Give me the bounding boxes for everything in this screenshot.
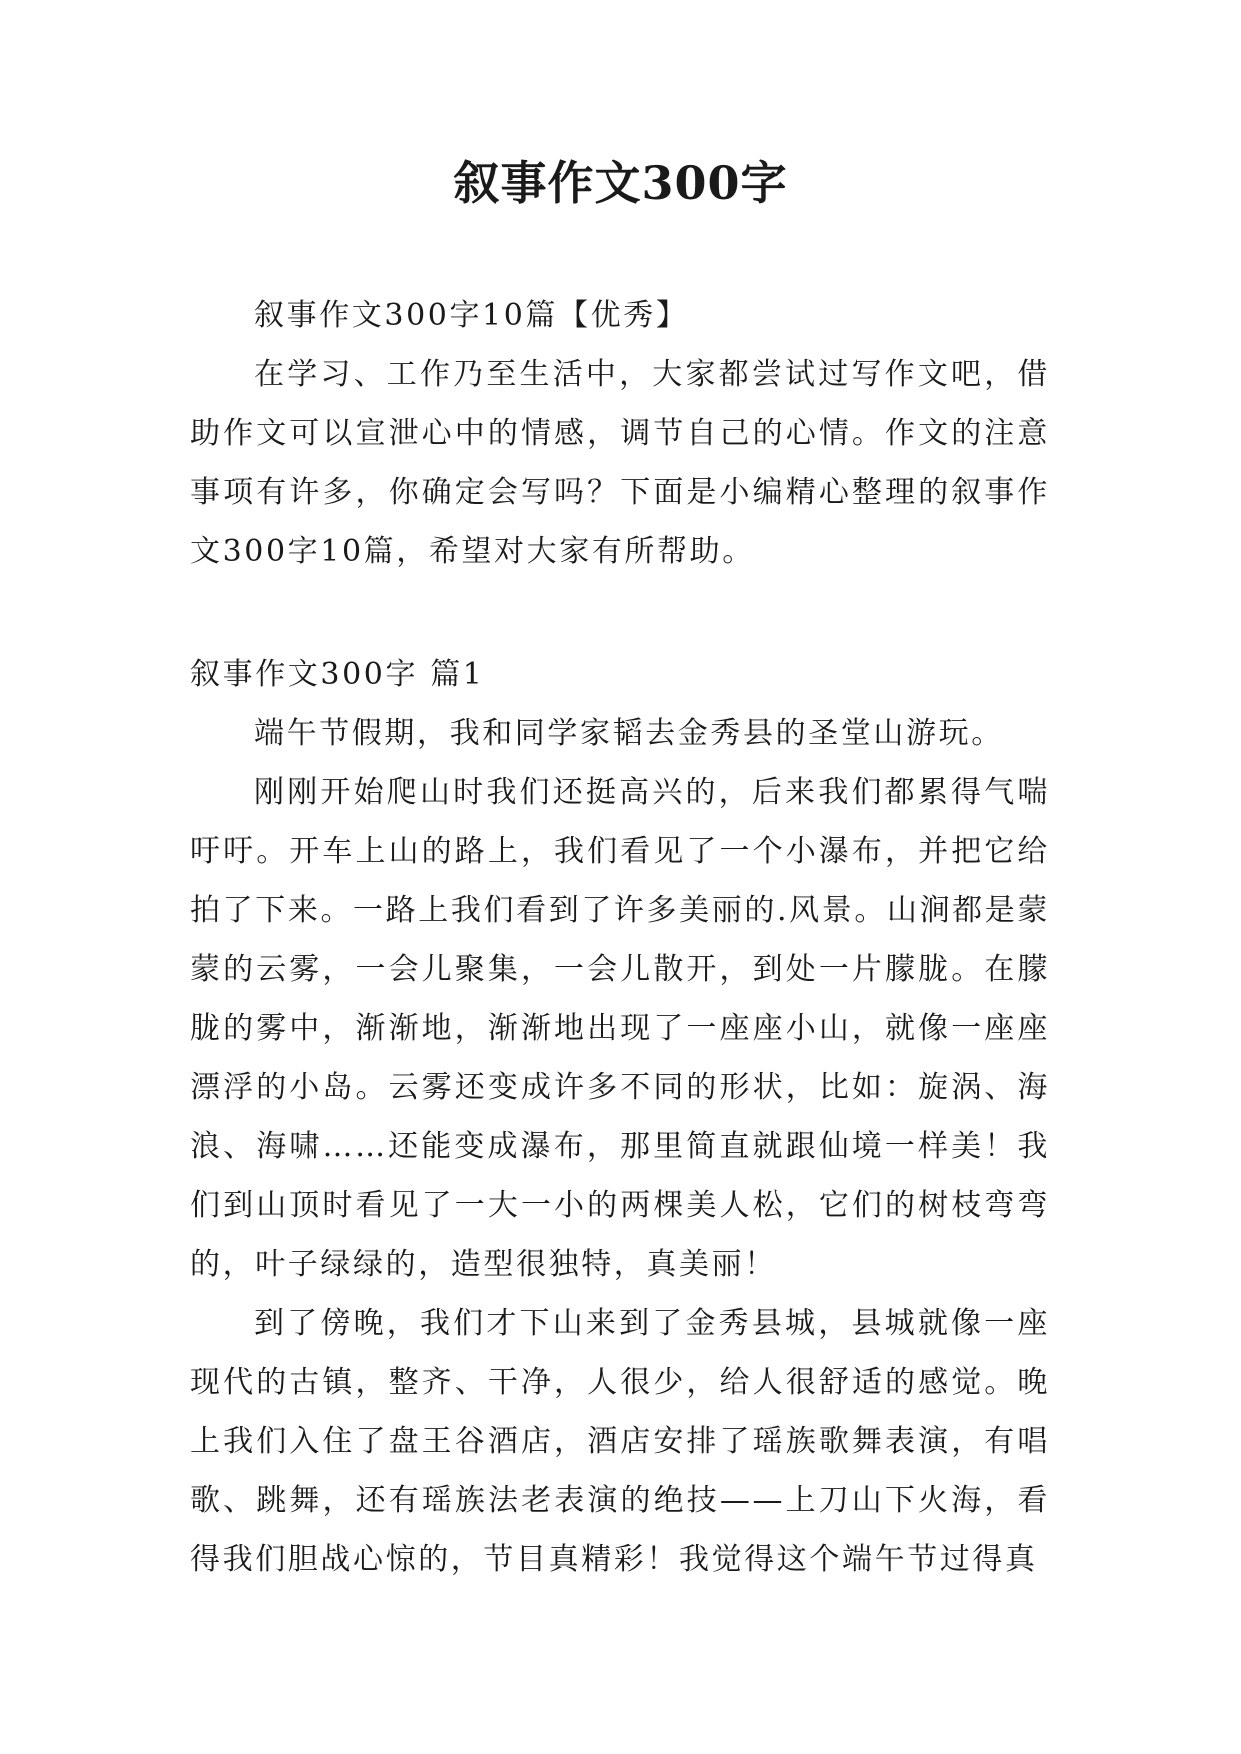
document-subtitle: 叙事作文300字10篇【优秀】 — [254, 298, 689, 333]
intro-paragraph: 在学习、工作乃至生活中，大家都尝试过写作文吧，借助作文可以宣泄心中的情感，调节自己的心情。作文的注意事项有许多，你确定会写吗？下面是小编精心整理的叙事作文300字10篇，希望对大家有所帮助。 — [190, 357, 1050, 569]
story-paragraph-2: 刚刚开始爬山时我们还挺高兴的，后来我们都累得气喘吁吁。开车上山的路上，我们看见了一个小瀑布，并把它给拍了下来。一路上我们看到了许多美丽的.风景。山涧都是蒙蒙的云雾，一会儿聚集，一会儿散开，到处一片朦胧。在朦胧的雾中，渐渐地，渐渐地出现了一座座小山，就像一座座漂浮的小岛。云雾还变成许多不同的形状，比如：旋涡、海浪、海啸……还能变成瀑布，那里简直就跟仙境一样美！我们到山顶时看见了一大一小的两棵美人松，它们的树枝弯弯的，叶子绿绿的，造型很独特，真美丽！ — [190, 775, 1050, 1282]
section-heading: 叙事作文300字 篇1 — [190, 657, 485, 692]
section-gap — [190, 581, 1050, 645]
story-paragraph-1: 端午节假期，我和同学家韬去金秀县的圣堂山游玩。 — [254, 716, 1004, 751]
document-title: 叙事作文300字 — [453, 156, 788, 210]
document-body — [190, 286, 1050, 1589]
story-paragraph-3: 到了傍晚，我们才下山来到了金秀县城，县城就像一座现代的古镇，整齐、干净，人很少，给人很舒适的感觉。晚上我们入住了盘王谷酒店，酒店安排了瑶族歌舞表演，有唱歌、跳舞，还有瑶族法老表演的绝技——上刀山下火海，看得我们胆战心惊的，节目真精彩！我觉得这个端午节过得真 — [190, 1306, 1050, 1577]
